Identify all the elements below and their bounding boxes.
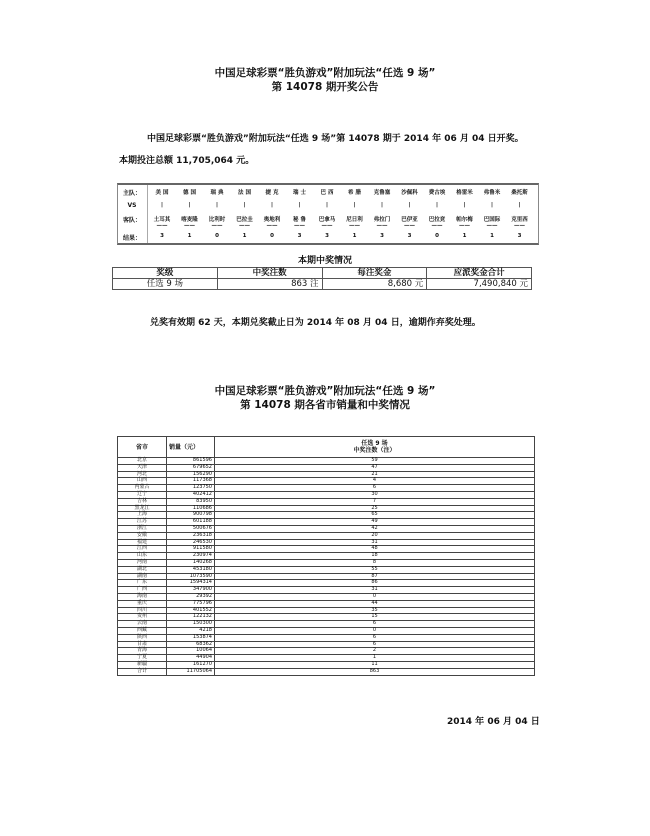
province-row bbox=[118, 553, 535, 560]
province-row bbox=[118, 593, 535, 600]
home-team: 瑞 士 bbox=[293, 190, 306, 196]
province-winners: 31 bbox=[215, 587, 535, 594]
vs-mark: | bbox=[380, 202, 383, 208]
province-row bbox=[118, 525, 535, 532]
away-team: 比利时 bbox=[208, 217, 226, 223]
province-sales: 911580 bbox=[167, 546, 215, 553]
match-column bbox=[260, 185, 284, 243]
home-team: 克鲁塞 bbox=[373, 190, 391, 196]
province-sales: 161270 bbox=[167, 661, 215, 668]
separator-dash: —— bbox=[376, 223, 388, 229]
province-subtitle: 第 14078 期各省市销量和中奖情况 bbox=[240, 399, 410, 411]
total-bets: 本期投注总额 11,705,064 元。 bbox=[119, 156, 255, 166]
province-name: 西藏 bbox=[118, 627, 167, 634]
prize-header: 每注奖金 bbox=[322, 268, 427, 279]
vs-mark: | bbox=[490, 202, 493, 208]
separator-dash: —— bbox=[486, 223, 498, 229]
footer-date: 2014 年 06 月 04 日 bbox=[447, 717, 540, 727]
match-column bbox=[178, 185, 202, 243]
home-team: 捷 克 bbox=[265, 190, 279, 196]
province-name: 陕西 bbox=[118, 634, 167, 641]
away-team: 巴拉圭 bbox=[236, 217, 253, 223]
province-sales: 679652 bbox=[167, 464, 215, 471]
prize-header: 应派奖金合计 bbox=[427, 268, 532, 279]
announcement-subtitle: 第 14078 期开奖公告 bbox=[271, 81, 379, 93]
away-team: 喀麦隆 bbox=[181, 217, 198, 223]
province-row bbox=[118, 519, 535, 526]
separator-dash: —— bbox=[514, 223, 525, 229]
separator-dash: —— bbox=[211, 223, 223, 229]
province-winners: 6 bbox=[215, 641, 535, 648]
away-team: 巴拿马 bbox=[318, 217, 336, 223]
match-result: 1 bbox=[187, 233, 192, 239]
province-sales: 10064 bbox=[167, 648, 215, 655]
province-name: 内蒙古 bbox=[118, 485, 167, 492]
home-team: 沙佩科 bbox=[401, 190, 418, 196]
province-sales: 156290 bbox=[167, 471, 215, 478]
match-result: 3 bbox=[407, 233, 412, 239]
province-row bbox=[118, 458, 535, 465]
province-row bbox=[118, 498, 535, 505]
home-team: 巴 西 bbox=[320, 190, 334, 196]
match-table bbox=[117, 183, 539, 245]
province-winners: 15 bbox=[215, 614, 535, 621]
province-winners: 44 bbox=[215, 600, 535, 607]
vs-mark: | bbox=[518, 202, 521, 208]
match-result: 1 bbox=[352, 233, 357, 239]
province-winners: 48 bbox=[215, 546, 535, 553]
vs-mark: | bbox=[353, 202, 356, 208]
province-row bbox=[118, 655, 535, 662]
province-title: 中国足球彩票“胜负游戏”附加玩法“任选 9 场” bbox=[214, 385, 436, 397]
province-name: 江西 bbox=[118, 546, 167, 553]
province-name: 河南 bbox=[118, 559, 167, 566]
province-winners: 47 bbox=[215, 464, 535, 471]
province-winners: 25 bbox=[215, 505, 535, 512]
winner-count: 863 注 bbox=[217, 279, 322, 290]
province-name: 湖北 bbox=[118, 566, 167, 573]
province-row bbox=[118, 512, 535, 519]
vs-label: VS bbox=[127, 202, 137, 209]
province-sales: 401552 bbox=[167, 607, 215, 614]
match-result: 3 bbox=[380, 233, 384, 239]
separator-dash: —— bbox=[459, 223, 470, 229]
province-sales: 1073590 bbox=[167, 573, 215, 580]
province-winners: 30 bbox=[215, 491, 535, 498]
match-column bbox=[343, 185, 367, 243]
province-winners: 49 bbox=[215, 519, 535, 526]
province-sales: 775796 bbox=[167, 600, 215, 607]
province-sales: 117368 bbox=[167, 478, 215, 485]
province-row bbox=[118, 485, 535, 492]
province-row bbox=[118, 668, 535, 675]
home-team: 美 国 bbox=[155, 190, 169, 196]
away-team: 巴伊亚 bbox=[401, 217, 418, 223]
match-column bbox=[370, 185, 394, 243]
separator-dash: —— bbox=[239, 223, 250, 229]
match-column bbox=[205, 185, 229, 243]
province-winners: 42 bbox=[215, 525, 535, 532]
prize-per-bet: 8,680 元 bbox=[322, 279, 427, 290]
province-winners: 0 bbox=[215, 593, 535, 600]
province-row bbox=[118, 559, 535, 566]
province-row bbox=[118, 566, 535, 573]
province-sales: 83950 bbox=[167, 498, 215, 505]
home-team: 弗鲁米 bbox=[483, 190, 501, 196]
separator-dash: —— bbox=[266, 223, 278, 229]
province-sales: 900798 bbox=[167, 512, 215, 519]
match-column bbox=[508, 185, 532, 243]
province-row bbox=[118, 607, 535, 614]
province-name: 甘肃 bbox=[118, 641, 167, 648]
vs-mark: | bbox=[408, 202, 411, 208]
province-row bbox=[118, 648, 535, 655]
home-team: 瑞 典 bbox=[210, 190, 224, 196]
away-team: 巴拉竞 bbox=[428, 217, 446, 223]
province-winners: 65 bbox=[215, 512, 535, 519]
home-team: 法 国 bbox=[238, 190, 251, 196]
province-sales: 453180 bbox=[167, 566, 215, 573]
province-row bbox=[118, 614, 535, 621]
province-sales: 861596 bbox=[167, 458, 215, 465]
province-sales: 68362 bbox=[167, 641, 215, 648]
separator-dash: —— bbox=[184, 223, 195, 229]
province-winners: 863 bbox=[215, 668, 535, 675]
province-name: 吉林 bbox=[118, 498, 167, 505]
match-column bbox=[398, 185, 422, 243]
match-column bbox=[425, 185, 449, 243]
match-result: 1 bbox=[462, 233, 467, 239]
province-name: 福建 bbox=[118, 539, 167, 546]
province-sales: 347900 bbox=[167, 587, 215, 594]
prize-header: 奖级 bbox=[113, 268, 218, 279]
province-winners: 1 bbox=[215, 655, 535, 662]
separator-dash: —— bbox=[321, 223, 333, 229]
province-winners: 6 bbox=[215, 621, 535, 628]
province-sales: 4218 bbox=[167, 627, 215, 634]
vs-mark: | bbox=[270, 202, 273, 208]
province-name: 辽宁 bbox=[118, 491, 167, 498]
divider bbox=[147, 185, 148, 243]
province-name: 黑龙江 bbox=[118, 505, 167, 512]
province-name: 上海 bbox=[118, 512, 167, 519]
province-name: 四川 bbox=[118, 607, 167, 614]
match-result: 3 bbox=[160, 233, 164, 239]
province-row bbox=[118, 621, 535, 628]
province-name: 重庆 bbox=[118, 600, 167, 607]
vs-mark: | bbox=[188, 202, 191, 208]
province-name: 山西 bbox=[118, 478, 167, 485]
province-winners: 35 bbox=[215, 607, 535, 614]
province-name: 山东 bbox=[118, 553, 167, 560]
province-winners: 6 bbox=[215, 485, 535, 492]
prize-title: 本期中奖情况 bbox=[297, 256, 352, 266]
province-name: 北京 bbox=[118, 458, 167, 465]
province-sales: 44904 bbox=[167, 655, 215, 662]
match-result: 0 bbox=[215, 233, 219, 239]
province-winners: 21 bbox=[215, 471, 535, 478]
province-name: 青海 bbox=[118, 648, 167, 655]
prize-header: 中奖注数 bbox=[217, 268, 322, 279]
away-label: 客队： bbox=[122, 217, 141, 224]
province-name: 安徽 bbox=[118, 532, 167, 539]
away-team: 弗拉门 bbox=[373, 217, 391, 223]
province-name: 天津 bbox=[118, 464, 167, 471]
province-sales: 29392 bbox=[167, 593, 215, 600]
province-row bbox=[118, 532, 535, 539]
province-sales: 123750 bbox=[167, 485, 215, 492]
province-row bbox=[118, 539, 535, 546]
province-winners: 6 bbox=[215, 634, 535, 641]
province-sales: 1594314 bbox=[167, 580, 215, 587]
province-row bbox=[118, 464, 535, 471]
province-table bbox=[117, 436, 535, 676]
vs-mark: | bbox=[160, 202, 163, 208]
province-winners: 59 bbox=[215, 458, 535, 465]
province-row bbox=[118, 505, 535, 512]
province-winners: 31 bbox=[215, 539, 535, 546]
province-winners: 7 bbox=[215, 498, 535, 505]
home-team: 德 国 bbox=[183, 190, 196, 196]
away-team: 克里西 bbox=[511, 217, 528, 223]
home-label: 主队： bbox=[122, 190, 141, 197]
vs-mark: | bbox=[215, 202, 218, 208]
away-team: 尼日利 bbox=[346, 217, 363, 223]
match-result: 3 bbox=[297, 233, 302, 239]
match-column bbox=[315, 185, 339, 243]
province-sales: 601188 bbox=[167, 519, 215, 526]
province-sales: 500676 bbox=[167, 525, 215, 532]
province-winners: 55 bbox=[215, 566, 535, 573]
result-label: 结果： bbox=[122, 235, 141, 242]
province-name: 贵州 bbox=[118, 614, 167, 621]
province-winners: 2 bbox=[215, 648, 535, 655]
province-name: 河北 bbox=[118, 471, 167, 478]
match-column bbox=[480, 185, 504, 243]
province-sales: 246530 bbox=[167, 539, 215, 546]
match-result: 1 bbox=[242, 233, 247, 239]
province-row bbox=[118, 627, 535, 634]
province-sales: 150300 bbox=[167, 621, 215, 628]
away-team: 秘 鲁 bbox=[293, 217, 306, 223]
province-name: 云南 bbox=[118, 621, 167, 628]
home-team: 格雷米 bbox=[456, 190, 473, 196]
province-winners: 0 bbox=[215, 627, 535, 634]
province-row bbox=[118, 573, 535, 580]
sales-header: 销量（元） bbox=[167, 437, 215, 458]
province-name: 宁夏 bbox=[118, 655, 167, 662]
province-sales: 402412 bbox=[167, 491, 215, 498]
intro-paragraph: 中国足球彩票“胜负游戏”附加玩法“任选 9 场”第 14078 期于 2014 年 06 月 04 日开奖。 bbox=[147, 134, 524, 144]
province-name: 广西 bbox=[118, 587, 167, 594]
province-name: 海南 bbox=[118, 593, 167, 600]
match-result: 0 bbox=[270, 233, 274, 239]
vs-mark: | bbox=[298, 202, 301, 208]
province-winners: 4 bbox=[215, 478, 535, 485]
announcement-title: 中国足球彩票“胜负游戏”附加玩法“任选 9 场” bbox=[214, 67, 436, 79]
winners-header-line2: 中奖注数（注） bbox=[353, 447, 396, 454]
away-team: 奥地利 bbox=[263, 217, 281, 223]
province-row bbox=[118, 478, 535, 485]
match-result: 3 bbox=[325, 233, 329, 239]
separator-dash: —— bbox=[294, 223, 305, 229]
match-column bbox=[150, 185, 174, 243]
province-winners: 86 bbox=[215, 580, 535, 587]
away-team: 巴国际 bbox=[483, 217, 501, 223]
province-winners: 18 bbox=[215, 553, 535, 560]
province-winners: 8 bbox=[215, 559, 535, 566]
separator-dash: —— bbox=[404, 223, 415, 229]
province-sales: 11705064 bbox=[167, 668, 215, 675]
winners-header bbox=[215, 437, 535, 458]
province-name: 合计 bbox=[118, 668, 167, 675]
match-column bbox=[453, 185, 477, 243]
province-sales: 122132 bbox=[167, 614, 215, 621]
province-winners: 87 bbox=[215, 573, 535, 580]
separator-dash: —— bbox=[431, 223, 443, 229]
prize-total: 7,490,840 元 bbox=[427, 279, 532, 290]
province-winners: 20 bbox=[215, 532, 535, 539]
vs-mark: | bbox=[463, 202, 466, 208]
match-column bbox=[288, 185, 312, 243]
province-row bbox=[118, 580, 535, 587]
province-sales: 140268 bbox=[167, 559, 215, 566]
province-name: 广东 bbox=[118, 580, 167, 587]
match-result: 0 bbox=[435, 233, 439, 239]
province-sales: 236318 bbox=[167, 532, 215, 539]
vs-mark: | bbox=[435, 202, 438, 208]
province-row bbox=[118, 661, 535, 668]
away-team: 土耳其 bbox=[153, 217, 171, 223]
vs-mark: | bbox=[243, 202, 246, 208]
province-header: 省市 bbox=[118, 437, 167, 458]
province-name: 江苏 bbox=[118, 519, 167, 526]
province-name: 新疆 bbox=[118, 661, 167, 668]
winners-header-line1: 任选 9 场 bbox=[361, 440, 388, 447]
province-sales: 153874 bbox=[167, 634, 215, 641]
province-sales: 230974 bbox=[167, 553, 215, 560]
validity-notice: 兑奖有效期 62 天，本期兑奖截止日为 2014 年 08 月 04 日，逾期作弃奖处理。 bbox=[150, 318, 481, 328]
vs-mark: | bbox=[325, 202, 328, 208]
province-sales: 110686 bbox=[167, 505, 215, 512]
home-team: 费古埃 bbox=[428, 190, 446, 196]
prize-table bbox=[112, 267, 532, 290]
province-name: 湖南 bbox=[118, 573, 167, 580]
province-row bbox=[118, 471, 535, 478]
province-row bbox=[118, 587, 535, 594]
province-winners: 11 bbox=[215, 661, 535, 668]
prize-level: 任选 9 场 bbox=[113, 279, 218, 290]
province-name: 浙江 bbox=[118, 525, 167, 532]
province-row bbox=[118, 634, 535, 641]
province-row bbox=[118, 641, 535, 648]
match-result: 1 bbox=[490, 233, 494, 239]
match-result: 3 bbox=[517, 233, 522, 239]
match-column bbox=[233, 185, 257, 243]
province-row bbox=[118, 600, 535, 607]
away-team: 帕尔梅 bbox=[456, 217, 473, 223]
home-team: 桑托斯 bbox=[511, 190, 528, 196]
separator-dash: —— bbox=[156, 223, 168, 229]
province-row bbox=[118, 546, 535, 553]
separator-dash: —— bbox=[349, 223, 360, 229]
province-row bbox=[118, 491, 535, 498]
home-team: 希 腊 bbox=[348, 190, 361, 196]
